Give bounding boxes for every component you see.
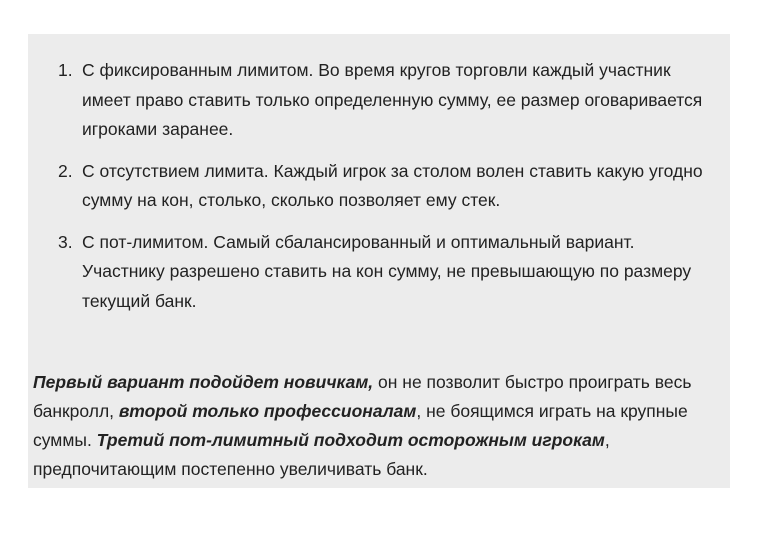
summary-text-third: , предпочитающим постепенно увеличивать банк. [33,430,610,479]
summary-text-first: он не позволит быстро проиграть весь банкролл, [33,372,692,421]
content-card [28,34,730,488]
summary-bold-first: Первый вариант подойдет новичкам, [33,372,374,392]
list-item-text: С пот-лимитом. Самый сбалансированный и оптимальный вариант. Участнику разрешено ставить на кон сумму, не превышающую по размеру текущий банк. [82,231,692,311]
list-item [58,56,718,145]
list-item-number: 2. [58,160,73,181]
list-item-text: С фиксированным лимитом. Во время кругов торговли каждый участник имеет право ставить только определенную сумму, ее размер оговаривается игроками заранее. [82,60,703,139]
summary-text-second: , не боящимся играть на крупные суммы. [33,401,688,450]
list-item-number: 1. [58,60,73,80]
limit-types-list [58,56,718,328]
list-item-text: С отсутствием лимита. Каждый игрок за столом волен ставить какую угодно сумму на кон, столько, сколько позволяет ему стек. [82,160,703,210]
list-item [58,157,718,216]
list-item [58,228,718,317]
summary-paragraph [33,368,723,484]
list-item-number: 3. [58,231,73,252]
summary-bold-second: второй только профессионалам [118,401,417,421]
summary-bold-third: Третий пот-лимитный подходит осторожным игрокам [96,430,605,450]
